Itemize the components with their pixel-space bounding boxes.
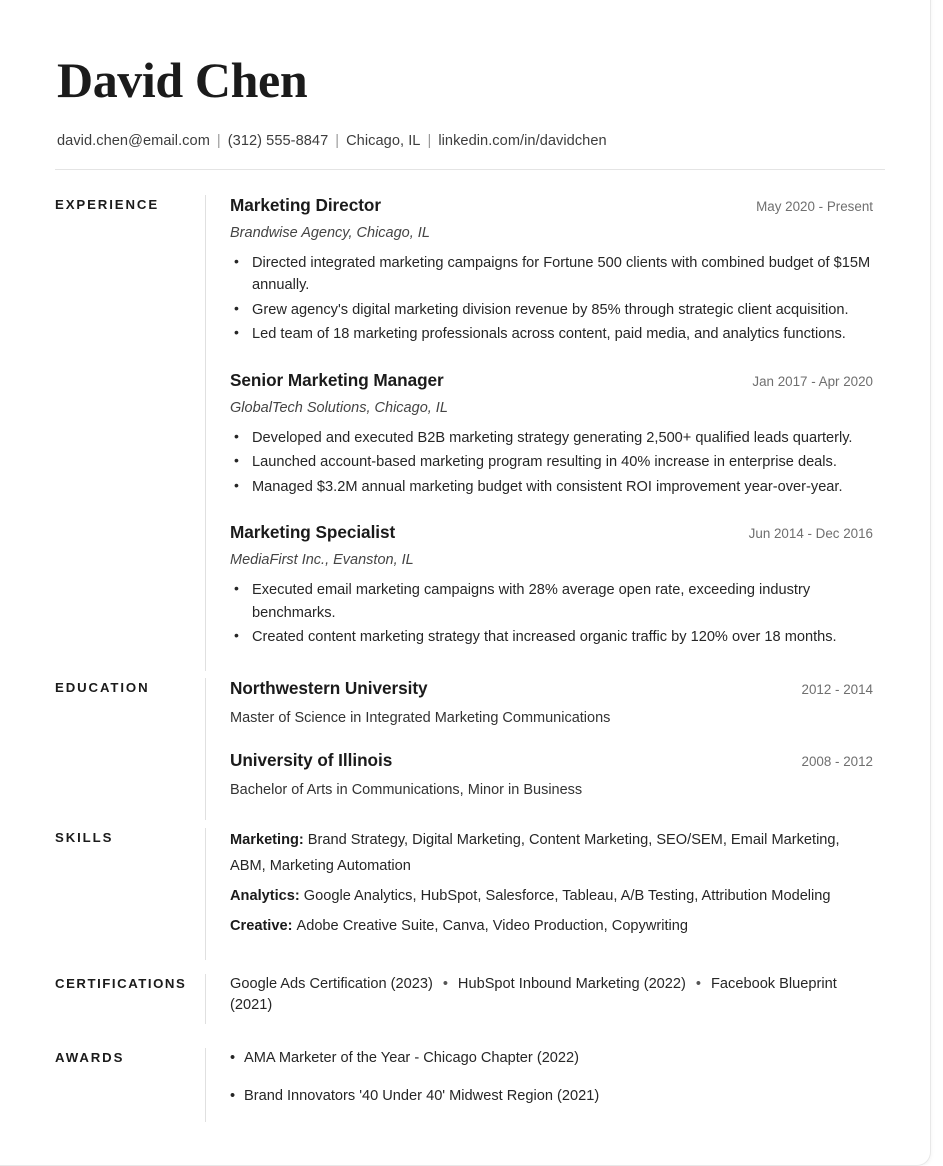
section-education — [55, 678, 873, 820]
job-title: Marketing Director — [230, 195, 381, 215]
job-bullet-list — [230, 579, 873, 648]
certification-item: HubSpot Inbound Marketing (2022) — [457, 975, 686, 992]
contact-email[interactable]: david.chen@email.com — [57, 133, 210, 149]
skill-category: Marketing: — [230, 831, 304, 848]
job-company: MediaFirst Inc., Evanston, IL — [230, 552, 414, 569]
resume-header — [55, 54, 873, 170]
entry-header — [230, 678, 873, 699]
degree: Bachelor of Arts in Communications, Minor in Business — [230, 781, 583, 798]
school-date-range: 2012 - 2014 — [801, 681, 873, 697]
job-bullet: • Led team of 18 marketing professionals across content, paid media, and analytics functions. — [230, 323, 873, 345]
skill-items: Brand Strategy, Digital Marketing, Content Marketing, SEO/SEM, Email Marketing, ABM, Marketing Automation — [230, 831, 840, 874]
job-bullet: • Launched account-based marketing program resulting in 40% increase in enterprise deals. — [230, 451, 873, 473]
job-bullet: • Created content marketing strategy that increased organic traffic by 120% over 18 months. — [230, 626, 873, 648]
section-body-skills — [205, 828, 873, 960]
job-bullet-list — [230, 427, 873, 498]
section-body-experience — [205, 195, 873, 671]
skill-category: Creative: — [230, 917, 293, 934]
job-bullet: • Managed $3.2M annual marketing budget with consistent ROI improvement year-over-year. — [230, 476, 873, 498]
skill-row — [230, 884, 873, 910]
education-entry — [230, 750, 873, 798]
job-title: Marketing Specialist — [230, 522, 396, 543]
experience-entry — [230, 370, 873, 498]
experience-entry — [230, 522, 873, 648]
candidate-name: David Chen — [57, 52, 308, 108]
contact-separator: | — [427, 133, 432, 149]
job-date-range: Jan 2017 - Apr 2020 — [752, 373, 873, 389]
award-item: • AMA Marketer of the Year - Chicago Chapter (2022) — [230, 1048, 873, 1070]
contact-location: Chicago, IL — [346, 133, 421, 149]
job-title: Senior Marketing Manager — [230, 369, 444, 390]
contact-phone[interactable]: (312) 555-8847 — [227, 133, 329, 149]
job-company: GlobalTech Solutions, Chicago, IL — [230, 399, 448, 416]
section-label-certifications: CERTIFICATIONS — [55, 975, 187, 991]
skill-category: Analytics: — [230, 887, 300, 904]
section-certifications — [55, 974, 873, 1025]
skill-items: Adobe Creative Suite, Canva, Video Production, Copywriting — [296, 917, 689, 934]
section-body-certifications — [205, 974, 873, 1025]
school-date-range: 2008 - 2012 — [801, 753, 873, 769]
award-item: • Brand Innovators '40 Under 40' Midwest Region (2021) — [230, 1086, 873, 1108]
job-bullet-list — [230, 252, 873, 346]
contact-line — [57, 133, 873, 149]
job-bullet: • Developed and executed B2B marketing strategy generating 2,500+ qualified leads quarterly. — [230, 427, 873, 449]
job-bullet: • Grew agency's digital marketing division revenue by 85% through strategic client acquisition. — [230, 299, 873, 321]
entry-header — [230, 370, 873, 391]
certification-item: Facebook Blueprint (2021) — [230, 975, 837, 1014]
certification-item: Google Ads Certification (2023) — [230, 975, 433, 992]
section-label-education: EDUCATION — [55, 679, 150, 695]
header-divider — [55, 169, 885, 170]
job-company: Brandwise Agency, Chicago, IL — [230, 225, 430, 241]
education-entry — [230, 678, 873, 726]
school-name: Northwestern University — [230, 677, 428, 698]
section-experience — [55, 195, 873, 671]
contact-separator: | — [335, 133, 340, 149]
entry-header — [230, 522, 873, 543]
section-label-experience: EXPERIENCE — [55, 197, 160, 212]
job-bullet: • Executed email marketing campaigns with 28% average open rate, exceeding industry benchmarks. — [230, 579, 873, 624]
experience-entry — [230, 195, 873, 346]
entry-header — [230, 195, 873, 216]
section-body-awards — [205, 1048, 873, 1122]
school-name: University of Illinois — [230, 749, 393, 770]
skill-items: Google Analytics, HubSpot, Salesforce, Tableau, A/B Testing, Attribution Modeling — [303, 887, 831, 904]
section-label-awards: AWARDS — [55, 1050, 125, 1066]
entry-header — [230, 750, 873, 771]
contact-linkedin[interactable]: linkedin.com/in/davidchen — [438, 133, 607, 149]
skill-row — [230, 914, 873, 940]
job-bullet: • Directed integrated marketing campaigns for Fortune 500 clients with combined budget of $15M annually. — [230, 252, 873, 297]
certification-line — [230, 974, 873, 1018]
section-label-skills: SKILLS — [55, 829, 114, 845]
job-date-range: Jun 2014 - Dec 2016 — [748, 526, 873, 542]
certification-separator: • — [442, 975, 448, 992]
degree: Master of Science in Integrated Marketing Communications — [230, 709, 611, 726]
section-body-education — [205, 678, 873, 820]
section-awards — [55, 1048, 873, 1122]
section-skills — [55, 828, 873, 960]
certification-separator: • — [695, 975, 702, 992]
skill-row — [230, 828, 873, 880]
job-date-range: May 2020 - Present — [756, 199, 873, 214]
contact-separator: | — [216, 133, 221, 149]
